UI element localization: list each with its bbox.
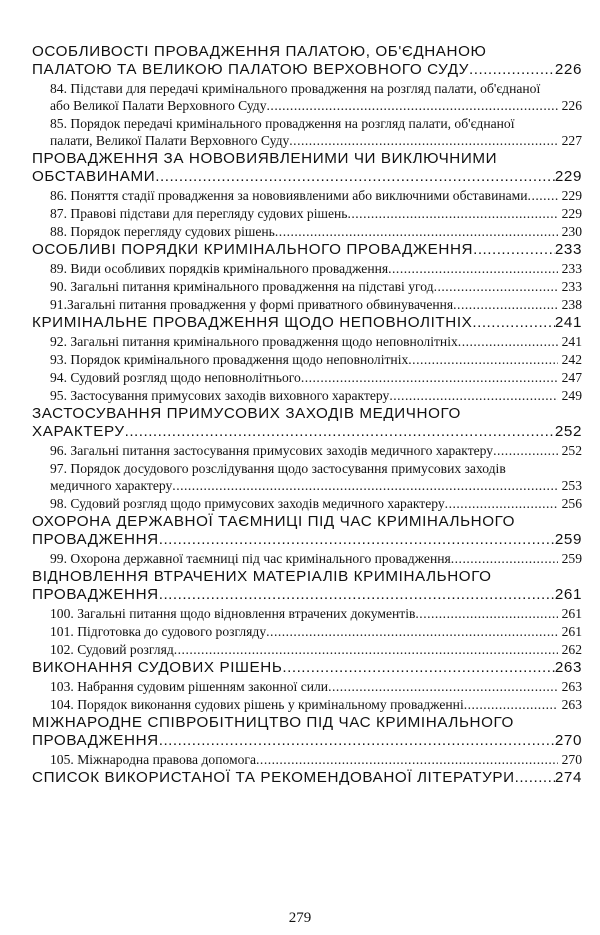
toc-item-title: 100. Загальні питання щодо відновлення втрачених документів .....	[50, 605, 558, 622]
toc-page-number: 238	[561, 297, 582, 312]
toc-item-title: 91.Загальні питання провадження у формі приватного обвинувачення .....	[50, 296, 558, 313]
toc-item	[32, 115, 582, 149]
toc-item	[32, 442, 582, 459]
toc-item-title: 89. Види особливих порядків кримінального провадження .....	[50, 260, 558, 277]
toc-section	[32, 714, 582, 750]
toc-item-title: 93. Порядок кримінального провадження щодо неповнолітніх .....	[50, 351, 558, 368]
toc-item-title: 105. Міжнародна правова допомога .....	[50, 751, 558, 768]
toc-section-title: СПИСОК ВИКОРИСТАНОЇ ТА РЕКОМЕНДОВАНОЇ ЛІТЕРАТУРИ .....	[32, 769, 555, 787]
toc-section	[32, 769, 582, 787]
toc-item-title: 98. Судовий розгляд щодо примусових заходів медичного характеру .....	[50, 495, 558, 512]
toc-page-number: 230	[561, 224, 582, 239]
toc-page-number: 263	[561, 697, 582, 712]
toc-item-title: 88. Порядок перегляду судових рішень .....	[50, 223, 558, 240]
toc-item-title: 86. Поняття стадії провадження за нововиявленими або виключними обставинами .....	[50, 187, 558, 204]
toc-item	[32, 678, 582, 695]
toc-item	[32, 387, 582, 404]
toc-page-number: 241	[561, 334, 582, 349]
toc-section	[32, 659, 582, 677]
toc-item-title: 99. Охорона державної таємниці під час кримінального провадження .....	[50, 550, 558, 567]
toc-item-title: 94. Судовий розгляд щодо неповнолітнього .....	[50, 369, 558, 386]
toc-item	[32, 296, 582, 313]
toc-section	[32, 405, 582, 441]
toc-page-number: 229	[561, 206, 582, 221]
toc-page-number: 259	[554, 531, 582, 548]
toc-page-number: 259	[561, 551, 582, 566]
toc-page-number: 261	[554, 586, 582, 603]
toc-item-title: 102. Судовий розгляд .....	[50, 641, 558, 658]
toc-section-title: ВІДНОВЛЕННЯ ВТРАЧЕНИХ МАТЕРІАЛІВ КРИМІНАЛЬНОГО ПРОВАДЖЕННЯ .....	[32, 568, 555, 604]
toc-item-title: 92. Загальні питання кримінального провадження щодо неповнолітніх .....	[50, 333, 558, 350]
toc-section	[32, 150, 582, 186]
toc-item-title: 87. Правові підстави для перегляду судових рішень .....	[50, 205, 558, 222]
toc-page-number: 241	[554, 314, 582, 331]
toc-item	[32, 351, 582, 368]
toc-page-number: 249	[561, 388, 582, 403]
toc-page-number: 263	[561, 679, 582, 694]
toc-page-number: 270	[554, 732, 582, 749]
toc-page-number: 252	[554, 423, 582, 440]
toc-page-number: 262	[561, 642, 582, 657]
toc-page-number: 252	[561, 443, 582, 458]
toc-item	[32, 369, 582, 386]
toc-section-title: ОСОБЛИВІ ПОРЯДКИ КРИМІНАЛЬНОГО ПРОВАДЖЕННЯ .....	[32, 241, 555, 259]
toc-section	[32, 241, 582, 259]
toc-item	[32, 641, 582, 658]
toc-page-number: 227	[561, 133, 582, 148]
toc-section-title: ЗАСТОСУВАННЯ ПРИМУСОВИХ ЗАХОДІВ МЕДИЧНОГО ХАРАКТЕРУ .....	[32, 405, 555, 441]
toc-item	[32, 187, 582, 204]
toc-page-number: 270	[561, 752, 582, 767]
page-number: 279	[288, 910, 312, 926]
toc-page-number: 263	[554, 659, 582, 676]
toc-item	[32, 623, 582, 640]
toc-item	[32, 260, 582, 277]
toc-item	[32, 605, 582, 622]
toc-section	[32, 568, 582, 604]
toc-page-number: 253	[561, 478, 582, 493]
toc-page-number: 233	[561, 261, 582, 276]
toc-item	[32, 205, 582, 222]
toc-section-title: ОСОБЛИВОСТІ ПРОВАДЖЕННЯ ПАЛАТОЮ, ОБ'ЄДНАНОЮ ПАЛАТОЮ ТА ВЕЛИКОЮ ПАЛАТОЮ ВЕРХОВНОГО СУДУ .....	[32, 43, 555, 79]
toc-section-title: КРИМІНАЛЬНЕ ПРОВАДЖЕННЯ ЩОДО НЕПОВНОЛІТНІХ .....	[32, 314, 555, 332]
toc-page-number: 229	[554, 168, 582, 185]
toc-item-title: 85. Порядок передачі кримінального провадження на розгляд палати, об'єднаної палати, Великої Палати Верховного Суду .....	[50, 115, 558, 149]
toc-item	[32, 460, 582, 494]
toc-section	[32, 314, 582, 332]
toc-item	[32, 495, 582, 512]
table-of-contents	[32, 43, 582, 787]
toc-page-number: 261	[561, 606, 582, 621]
toc-page-number: 247	[561, 370, 582, 385]
toc-item	[32, 223, 582, 240]
toc-item	[32, 80, 582, 114]
toc-item	[32, 333, 582, 350]
toc-page-number: 256	[561, 496, 582, 511]
toc-item-title: 104. Порядок виконання судових рішень у кримінальному провадженні .....	[50, 696, 558, 713]
toc-page-number: 226	[554, 61, 582, 78]
toc-page-number: 242	[561, 352, 582, 367]
toc-item-title: 101. Підготовка до судового розгляду .....	[50, 623, 558, 640]
toc-item-title: 96. Загальні питання застосування примусових заходів медичного характеру .....	[50, 442, 558, 459]
toc-section-title: ОХОРОНА ДЕРЖАВНОЇ ТАЄМНИЦІ ПІД ЧАС КРИМІНАЛЬНОГО ПРОВАДЖЕННЯ .....	[32, 513, 555, 549]
toc-item	[32, 278, 582, 295]
toc-page-number: 261	[561, 624, 582, 639]
toc-item	[32, 751, 582, 768]
toc-item	[32, 696, 582, 713]
toc-section	[32, 43, 582, 79]
toc-item-title: 90. Загальні питання кримінального провадження на підставі угод .....	[50, 278, 558, 295]
toc-page-number: 229	[561, 188, 582, 203]
toc-section-title: МІЖНАРОДНЕ СПІВРОБІТНИЦТВО ПІД ЧАС КРИМІНАЛЬНОГО ПРОВАДЖЕННЯ .....	[32, 714, 555, 750]
toc-page-number: 274	[554, 769, 582, 786]
toc-page-number: 233	[554, 241, 582, 258]
toc-section-title: ВИКОНАННЯ СУДОВИХ РІШЕНЬ .....	[32, 659, 555, 677]
toc-page-number: 226	[561, 98, 582, 113]
toc-section	[32, 513, 582, 549]
toc-item-title: 84. Підстави для передачі кримінального провадження на розгляд палати, об'єднаної або Великої Палати Верховного Суду .....	[50, 80, 558, 114]
toc-item	[32, 550, 582, 567]
toc-item-title: 97. Порядок досудового розслідування щодо застосування примусових заходів медичного характеру .....	[50, 460, 558, 494]
toc-item-title: 103. Набрання судовим рішенням законної сили .....	[50, 678, 558, 695]
toc-item-title: 95. Застосування примусових заходів виховного характеру .....	[50, 387, 558, 404]
toc-page-number: 233	[561, 279, 582, 294]
toc-section-title: ПРОВАДЖЕННЯ ЗА НОВОВИЯВЛЕНИМИ ЧИ ВИКЛЮЧНИМИ ОБСТАВИНАМИ .....	[32, 150, 555, 186]
